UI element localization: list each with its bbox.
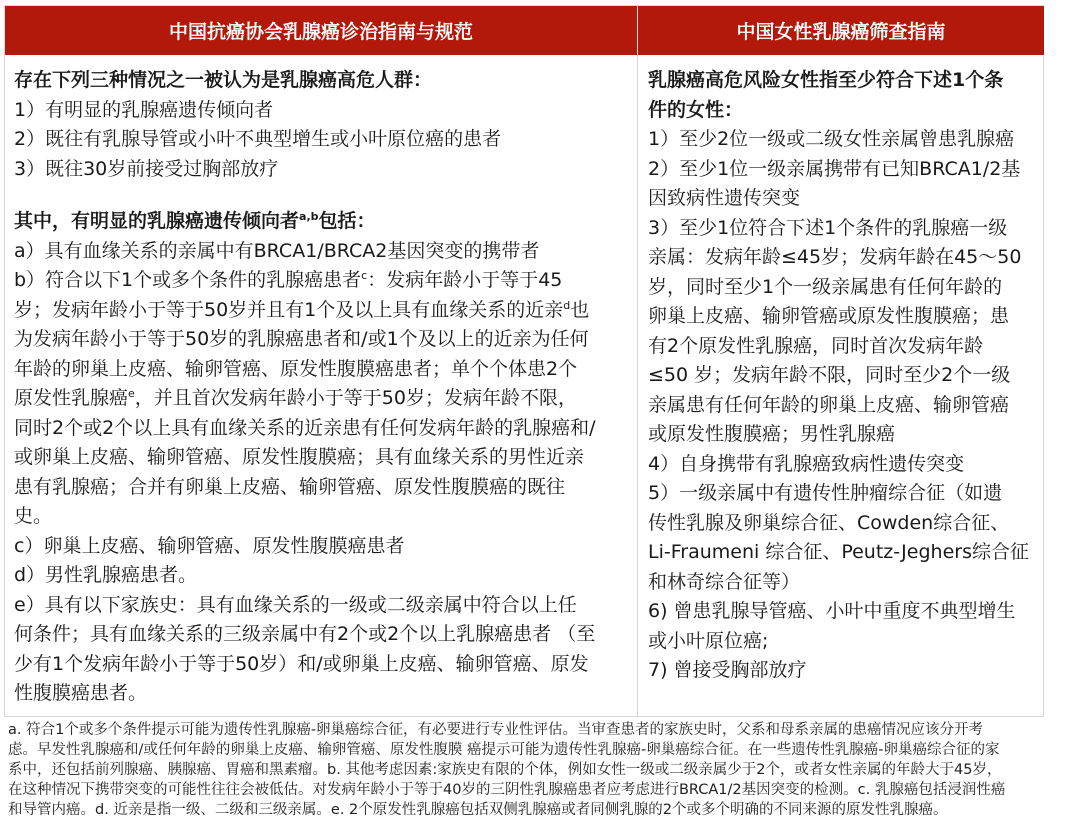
text-line xyxy=(648,184,1043,214)
text-line xyxy=(14,296,634,326)
line-text: 或卵巢上皮癌、输卵管癌、原发性腹膜癌；具有血缘关系的男性近亲 xyxy=(14,446,585,468)
text-line xyxy=(14,66,634,96)
text-line xyxy=(14,237,634,267)
line-text: 原发性乳腺癌 xyxy=(14,387,129,409)
line-text: 岁；发病年龄小于等于50岁并且有1个及以上具有血缘关系的近亲 xyxy=(14,298,564,321)
line-text: 6) 曾患乳腺导管癌、小叶中重度不典型增生 xyxy=(648,600,1016,622)
text-line xyxy=(648,420,1043,450)
text-line xyxy=(648,66,1043,96)
footnote-ref: e xyxy=(128,387,135,400)
text-line xyxy=(14,532,634,562)
line-text: 亲属患有任何年龄的卵巢上皮癌、输卵管癌 xyxy=(648,393,1010,416)
text-line xyxy=(14,207,634,237)
text-line xyxy=(14,384,634,414)
text-line xyxy=(14,266,634,296)
line-text: 3）至少1位符合下述1个条件的乳腺癌一级 xyxy=(648,216,1008,239)
text-line xyxy=(648,361,1043,391)
left-column-content xyxy=(14,66,634,709)
text-line xyxy=(14,155,634,185)
line-text: 存在下列三种情况之一被认为是乳腺癌高危人群： xyxy=(14,69,433,91)
text-line xyxy=(648,568,1043,598)
line-text: ≤50 岁；发病年龄不限，同时至少2个一级 xyxy=(648,364,1011,386)
text-line xyxy=(648,125,1043,155)
text-line xyxy=(648,509,1043,539)
text-line xyxy=(14,96,634,126)
line-text: 有2个原发性乳腺癌，同时首次发病年龄 xyxy=(648,334,984,357)
text-line xyxy=(14,355,634,385)
line-text-cont: ，并且首次发病年龄小于等于50岁；发病年龄不限， xyxy=(134,387,577,409)
text-line xyxy=(14,443,634,473)
text-line xyxy=(648,450,1043,480)
right-column-content xyxy=(648,66,1043,686)
text-line xyxy=(14,561,634,591)
line-text: 1）至少2位一级或二级女性亲属曾患乳腺癌 xyxy=(648,128,1015,150)
text-line xyxy=(648,96,1043,126)
footnote-ref: d xyxy=(563,298,571,312)
line-text: 患有乳腺癌；合并有卵巢上皮癌、输卵管癌、原发性腹膜癌的既往 xyxy=(14,475,566,498)
guideline-comparison-table xyxy=(4,5,1044,717)
text-line xyxy=(648,538,1043,568)
paragraph-gap xyxy=(14,184,634,207)
text-line xyxy=(14,125,634,155)
line-text: 7) 曾接受胸部放疗 xyxy=(648,659,807,681)
footnote-ref: a,b xyxy=(299,210,319,223)
text-line xyxy=(648,656,1043,686)
line-text: e）具有以下家族史：具有血缘关系的一级或二级亲属中符合以上任 xyxy=(14,593,577,616)
text-line xyxy=(648,627,1043,657)
text-line xyxy=(648,273,1043,303)
line-text: 2）至少1位一级亲属携带有已知BRCA1/2基 xyxy=(648,157,1021,180)
line-text: 其中，有明显的乳腺癌遗传倾向者 xyxy=(14,210,300,232)
line-text: 因致病性遗传突变 xyxy=(648,187,801,209)
line-text: 少有1个发病年龄小于等于50岁）和/或卵巢上皮癌、输卵管癌、原发 xyxy=(14,652,589,675)
line-text: 或小叶原位癌; xyxy=(648,629,769,652)
text-line xyxy=(648,597,1043,627)
line-text: 亲属：发病年龄≤45岁；发病年龄在45～50 xyxy=(648,246,1022,268)
text-line xyxy=(14,325,634,355)
left-column-header: 中国抗癌协会乳腺癌诊治指南与规范 xyxy=(5,6,637,55)
text-line xyxy=(648,302,1043,332)
line-text: 卵巢上皮癌、输卵管癌或原发性腹膜癌；患 xyxy=(648,305,1010,327)
line-text: Li-Fraumeni 综合征、Peutz-Jeghers综合征 xyxy=(648,541,1029,563)
line-text: 年龄的卵巢上皮癌、输卵管癌、原发性腹膜癌患者；单个个体患2个 xyxy=(14,357,578,380)
text-line xyxy=(14,620,634,650)
line-text: 乳腺癌高危风险女性指至少符合下述1个条 xyxy=(648,69,1004,91)
line-text: a）具有血缘关系的亲属中有BRCA1/BRCA2基因突变的携带者 xyxy=(14,239,540,262)
line-text: 5）一级亲属中有遗传性肿瘤综合征（如遗 xyxy=(648,482,1003,504)
text-line xyxy=(14,650,634,680)
line-text: 性腹膜癌患者。 xyxy=(14,682,148,704)
footnote-line: 系中，还包括前列腺癌、胰腺癌、胃癌和黑素瘤。b. 其他考虑因素:家族史有限的个体，例如女性一级或二级亲属少于2个，或者女性亲属的年龄大于45岁， xyxy=(8,762,1002,778)
right-column-header: 中国女性乳腺癌筛查指南 xyxy=(638,6,1044,55)
footnote-line: 在这种情况下携带突变的可能性往往会被低估。对发病年龄小于等于40岁的三阴性乳腺癌患者应考虑进行BRCA1/2基因突变的检测。c. 乳腺癌包括浸润性癌 xyxy=(8,782,1006,798)
text-line xyxy=(14,502,634,532)
line-text: 3）既往30岁前接受过胸部放疗 xyxy=(14,157,279,180)
line-text-cont: 包括： xyxy=(318,210,376,232)
line-text: 史。 xyxy=(14,505,53,527)
text-line xyxy=(648,391,1043,421)
footnote-line: 和导管内癌。d. 近亲是指一级、二级和三级亲属。e. 2个原发性乳腺癌包括双侧乳腺癌或者同侧乳腺的2个或多个明确的不同来源的原发性乳腺癌。 xyxy=(8,802,948,818)
text-line xyxy=(648,332,1043,362)
line-text: 1）有明显的乳腺癌遗传倾向者 xyxy=(14,98,274,121)
line-text: 和林奇综合征等） xyxy=(648,570,801,593)
line-text: 为发病年龄小于等于50岁的乳腺癌患者和/或1个及以上的近亲为任何 xyxy=(14,328,589,350)
text-line xyxy=(648,214,1043,244)
text-line xyxy=(14,679,634,709)
line-text-cont: ：发病年龄小于等于45 xyxy=(367,269,563,291)
line-text-cont: 也 xyxy=(570,298,590,321)
footnote-line: a. 符合1个或多个条件提示可能为遗传性乳腺癌-卵巢癌综合征，有必要进行专业性评估。当审查患者的家族史时，父系和母系亲属的患癌情况应该分开考 xyxy=(8,722,984,738)
line-text: 件的女性： xyxy=(648,98,744,121)
line-text: b）符合以下1个或多个条件的乳腺癌患者 xyxy=(14,269,362,291)
text-line xyxy=(14,591,634,621)
text-line xyxy=(14,473,634,503)
line-text: c）卵巢上皮癌、输卵管癌、原发性腹膜癌患者 xyxy=(14,534,405,557)
footnote-line: 虑。早发性乳腺癌和/或任何年龄的卵巢上皮癌、输卵管癌、原发性腹膜 癌提示可能为遗传性乳腺癌-卵巢癌综合征。在一些遗传性乳腺癌-卵巢癌综合征的家 xyxy=(8,742,1000,758)
text-line xyxy=(648,243,1043,273)
line-text: d）男性乳腺癌患者。 xyxy=(14,564,198,586)
line-text: 或原发性腹膜癌；男性乳腺癌 xyxy=(648,423,896,445)
line-text: 岁，同时至少1个一级亲属患有任何年龄的 xyxy=(648,275,1003,298)
text-line xyxy=(14,414,634,444)
line-text: 何条件；具有血缘关系的三级亲属中有2个或2个以上乳腺癌患者 （至 xyxy=(14,623,596,645)
footnote-ref: c xyxy=(361,269,368,282)
line-text: 4）自身携带有乳腺癌致病性遗传突变 xyxy=(648,452,965,475)
text-line xyxy=(648,479,1043,509)
footnotes xyxy=(8,720,1078,820)
column-divider xyxy=(637,6,638,716)
line-text: 2）既往有乳腺导管或小叶不典型增生或小叶原位癌的患者 xyxy=(14,128,502,150)
line-text: 传性乳腺及卵巢综合征、Cowden综合征、 xyxy=(648,511,1010,534)
line-text: 同时2个或2个以上具有血缘关系的近亲患有任何发病年龄的乳腺癌和/ xyxy=(14,416,596,439)
text-line xyxy=(648,155,1043,185)
